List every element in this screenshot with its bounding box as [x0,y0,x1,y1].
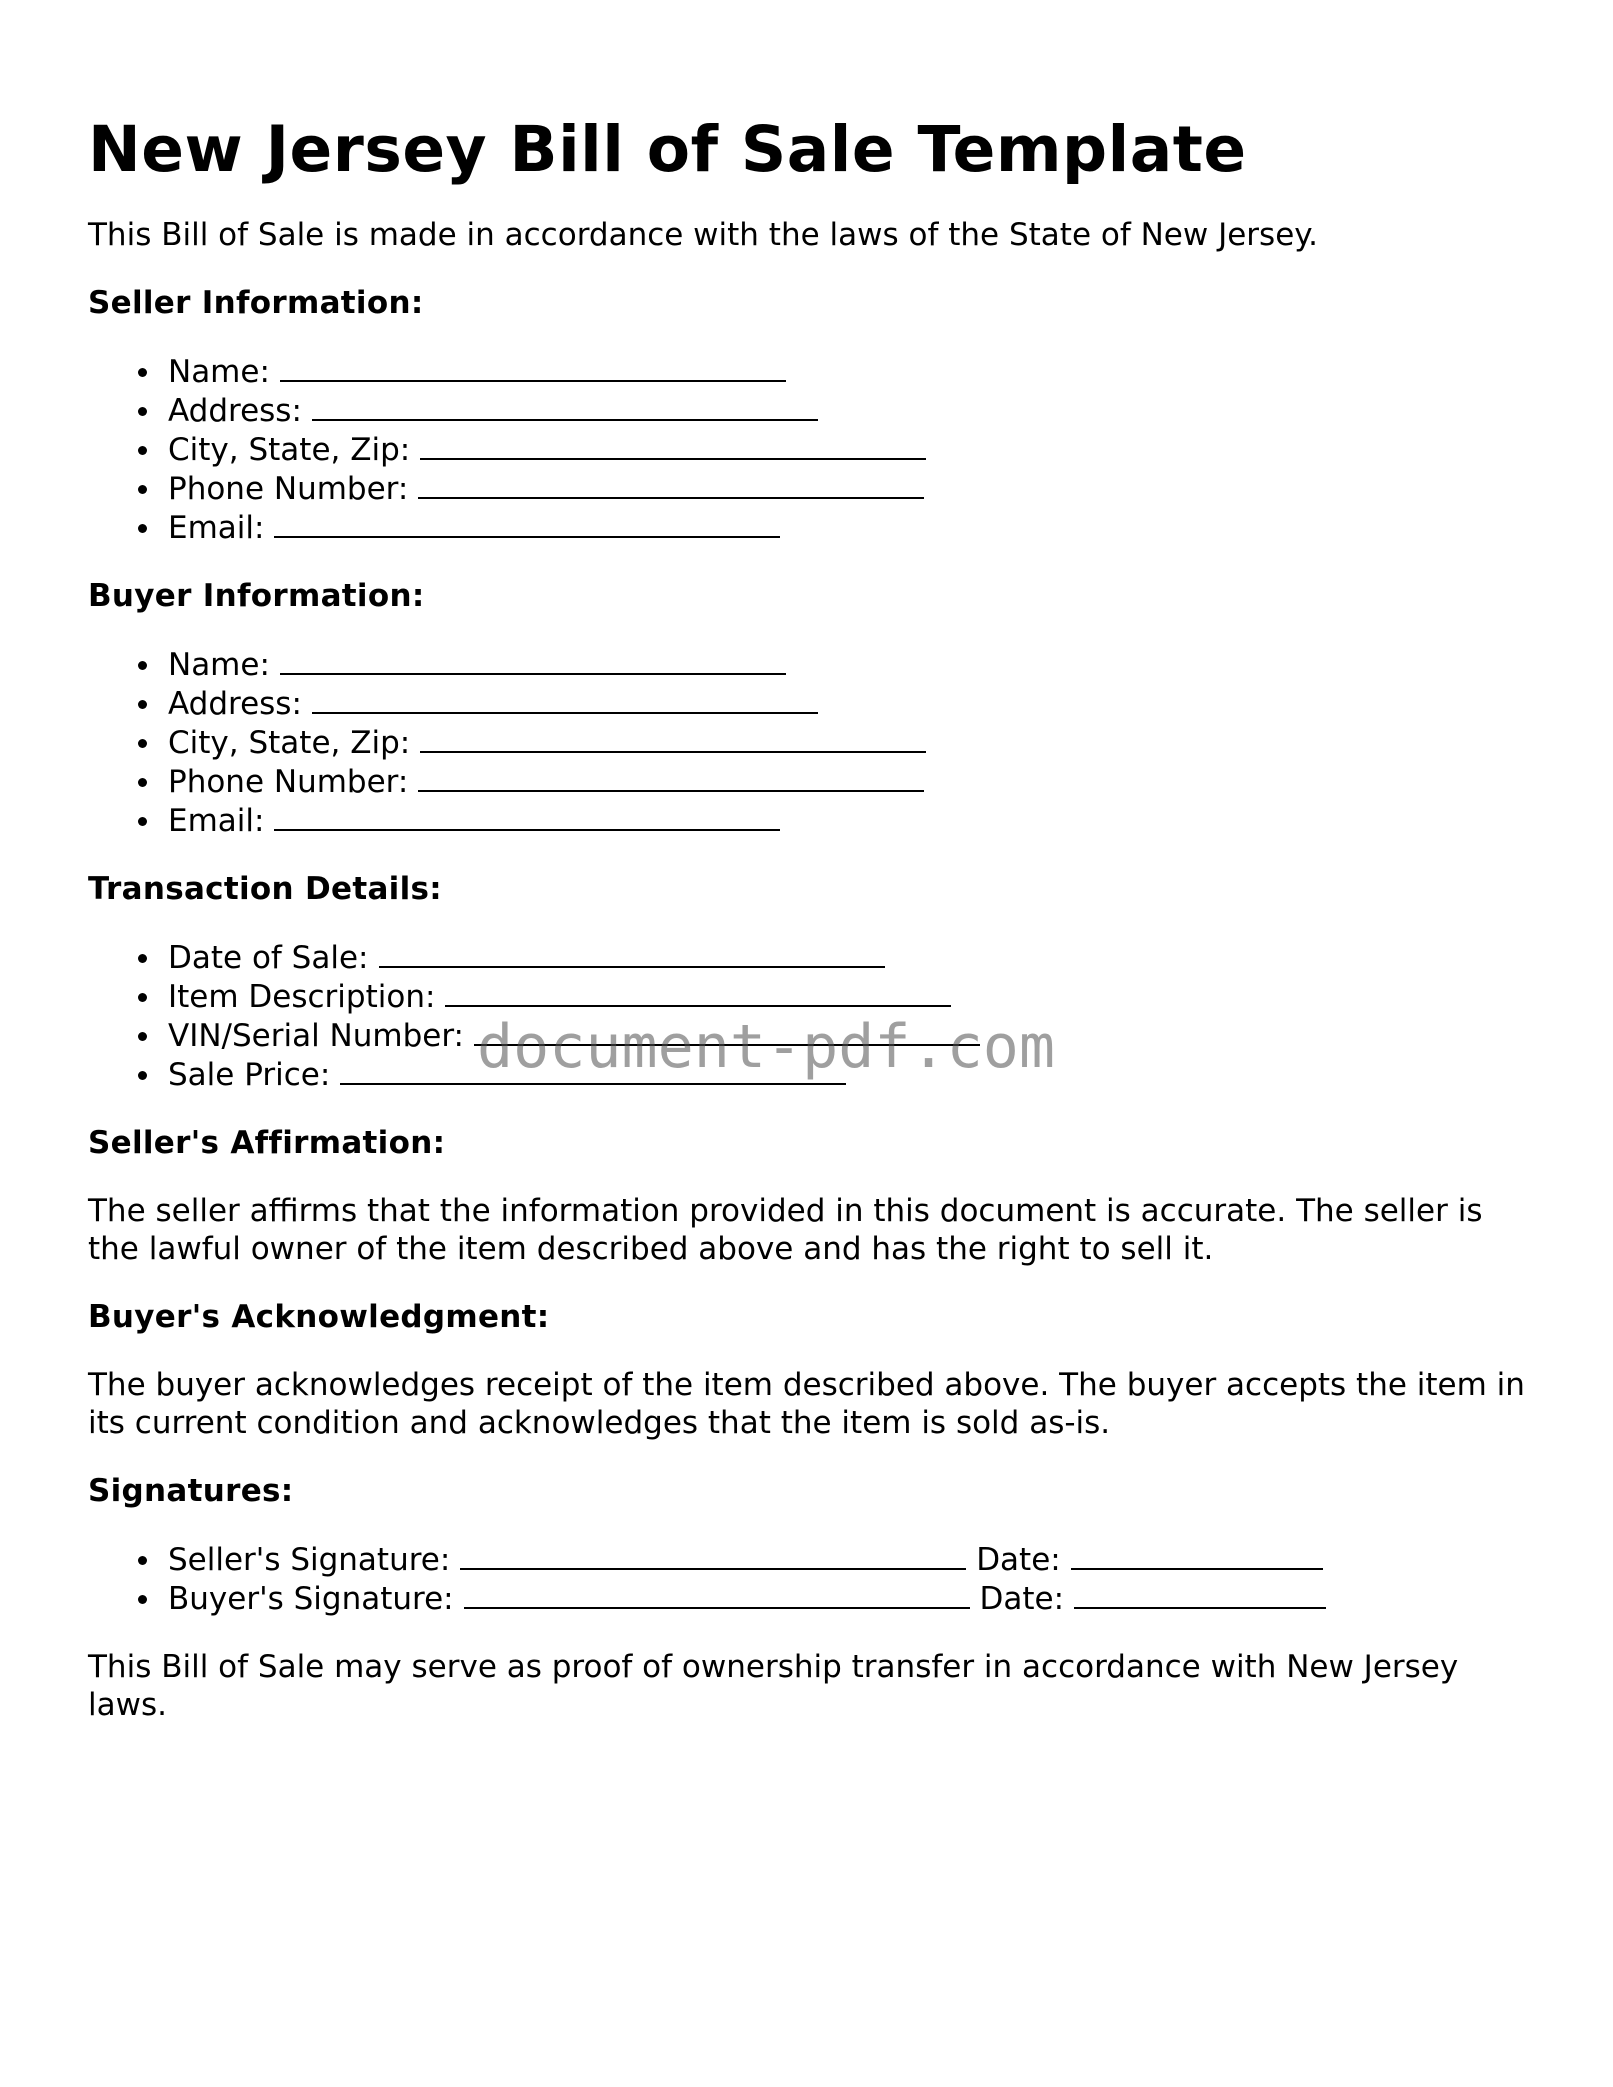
acknowledgment-paragraph: The buyer acknowledges receipt of the item described above. The buyer accepts the item in its current condition and acknowledges that the item is sold as-is. [88,1367,1525,1441]
seller-signature-field [168,1540,1528,1579]
document-page [88,110,1528,1754]
seller-field-list [88,352,1528,547]
seller-city-state-zip-field [168,430,1528,469]
buyer-date-blank[interactable] [1074,1579,1326,1609]
field-label: Name: [168,647,270,683]
field-label: Address: [168,393,302,429]
field-label: VIN/Serial Number: [168,1018,464,1054]
sale-price-blank[interactable] [340,1055,846,1085]
signature-field-list [88,1540,1528,1618]
field-label: Phone Number: [168,764,409,800]
field-label: Sale Price: [168,1057,331,1093]
field-label: Seller's Signature: [168,1542,451,1578]
buyer-city-state-zip-blank[interactable] [420,723,926,753]
field-label: City, State, Zip: [168,725,411,761]
buyer-phone-field [168,762,1528,801]
seller-email-blank[interactable] [274,508,780,538]
buyer-phone-blank[interactable] [418,762,924,792]
seller-signature-blank[interactable] [460,1540,966,1570]
seller-city-state-zip-blank[interactable] [420,430,926,460]
watermark-text: document-pdf.com [477,1012,1055,1082]
intro-paragraph: This Bill of Sale is made in accordance with the laws of the State of New Jersey. [88,217,1319,253]
buyer-name-blank[interactable] [280,645,786,675]
vin-serial-field [168,1016,1528,1055]
buyer-heading: Buyer Information: [88,578,425,614]
document-title: New Jersey Bill of Sale Template [88,113,1247,186]
sale-price-field [168,1055,1528,1094]
field-label: Address: [168,686,302,722]
closing-paragraph: This Bill of Sale may serve as proof of ownership transfer in accordance with New Jersey laws. [88,1649,1459,1723]
field-label: Phone Number: [168,471,409,507]
vin-serial-blank[interactable] [474,1016,980,1046]
seller-phone-field [168,469,1528,508]
date-label: Date: [979,1581,1065,1617]
buyer-name-field [168,645,1528,684]
seller-name-blank[interactable] [280,352,786,382]
buyer-signature-blank[interactable] [464,1579,970,1609]
seller-address-blank[interactable] [312,391,818,421]
field-label: Buyer's Signature: [168,1581,454,1617]
buyer-address-field [168,684,1528,723]
seller-email-field [168,508,1528,547]
date-of-sale-blank[interactable] [379,938,885,968]
field-label: Email: [168,510,265,546]
buyer-city-state-zip-field [168,723,1528,762]
seller-date-blank[interactable] [1071,1540,1323,1570]
buyer-email-blank[interactable] [274,801,780,831]
seller-phone-blank[interactable] [418,469,924,499]
item-description-field [168,977,1528,1016]
field-label: Item Description: [168,979,436,1015]
seller-address-field [168,391,1528,430]
buyer-signature-field [168,1579,1528,1618]
transaction-field-list [88,938,1528,1094]
field-label: Email: [168,803,265,839]
field-label: Name: [168,354,270,390]
seller-name-field [168,352,1528,391]
buyer-address-blank[interactable] [312,684,818,714]
affirmation-paragraph: The seller affirms that the information provided in this document is accurate. The seller is the lawful owner of the item described above and has the right to sell it. [88,1193,1483,1267]
signatures-heading: Signatures: [88,1473,294,1509]
item-description-blank[interactable] [445,977,951,1007]
affirmation-heading: Seller's Affirmation: [88,1125,446,1161]
acknowledgment-heading: Buyer's Acknowledgment: [88,1299,550,1335]
field-label: City, State, Zip: [168,432,411,468]
date-label: Date: [976,1542,1061,1578]
buyer-email-field [168,801,1528,840]
date-of-sale-field [168,938,1528,977]
seller-heading: Seller Information: [88,285,424,321]
field-label: Date of Sale: [168,940,369,976]
transaction-heading: Transaction Details: [88,871,442,907]
buyer-field-list [88,645,1528,840]
